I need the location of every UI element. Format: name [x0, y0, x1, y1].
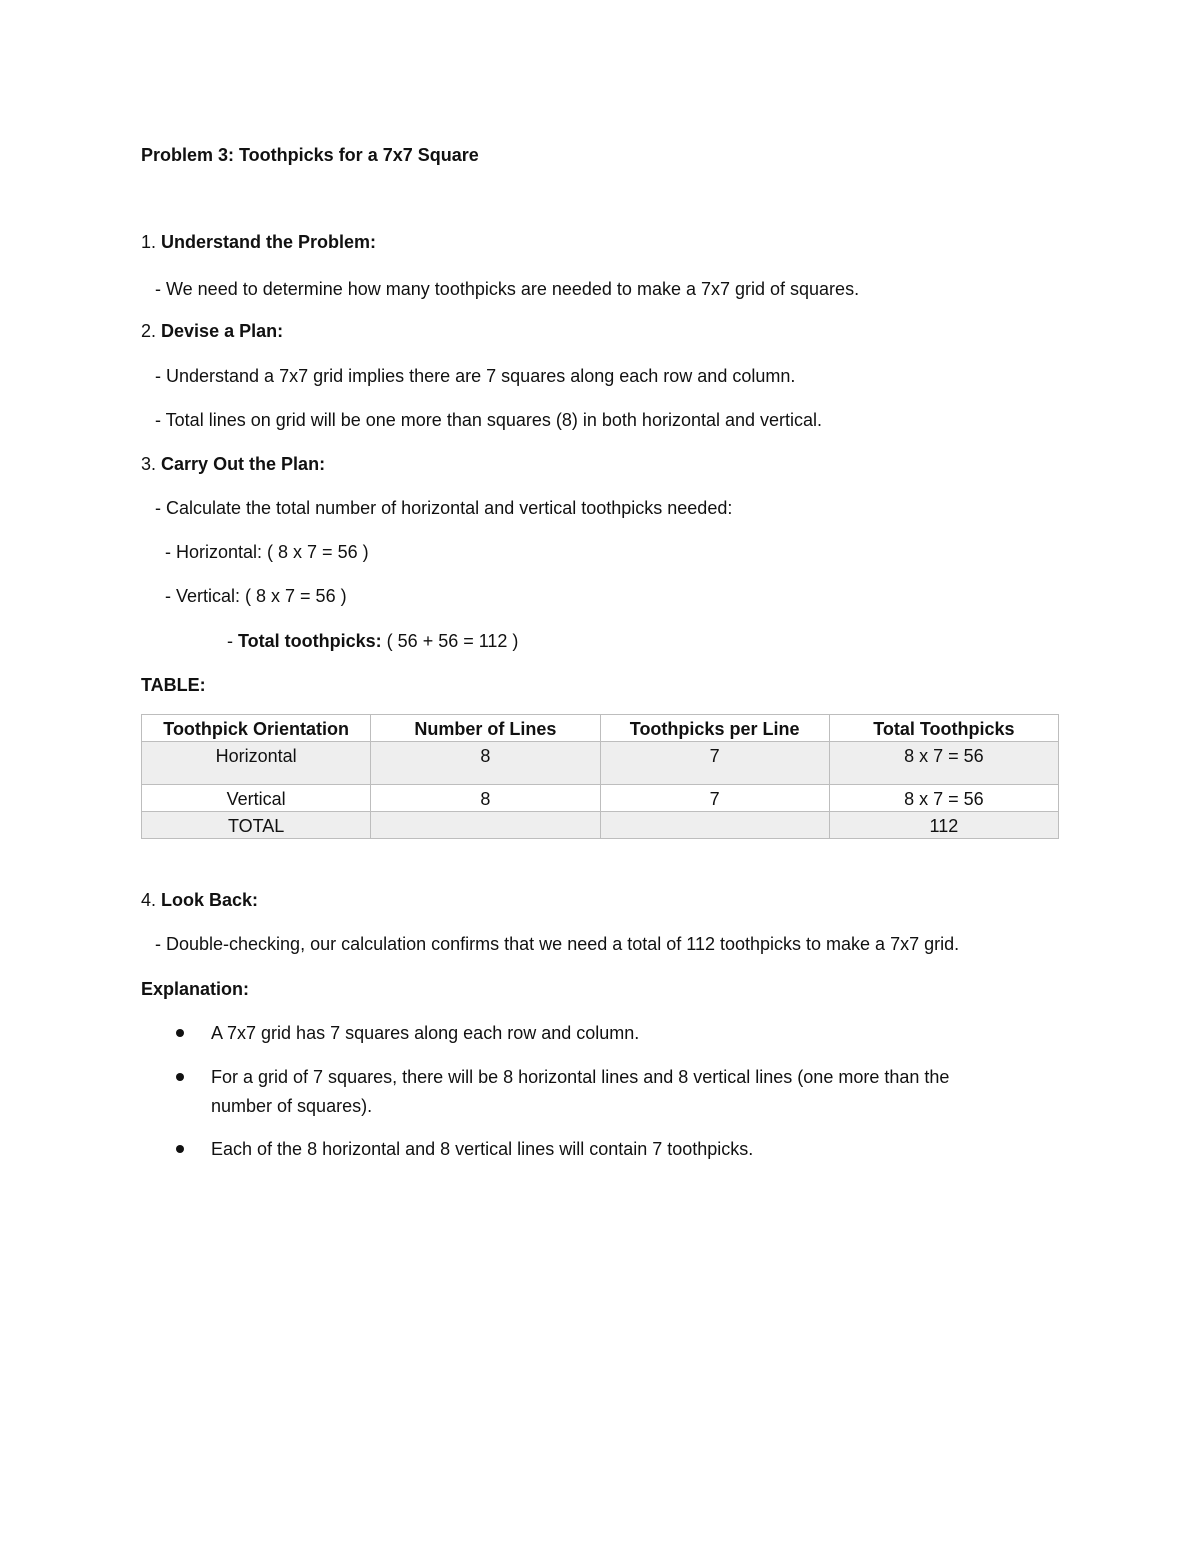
explanation-bullet-2-cont: number of squares).: [211, 1096, 373, 1116]
table-header-cell: Number of Lines: [371, 715, 600, 742]
bullet-icon: [176, 1073, 184, 1081]
step1-heading: Understand the Problem:: [161, 232, 377, 252]
step2-line-1: - Understand a 7x7 grid implies there are 7 squares along each row and column.: [155, 366, 796, 386]
step3-total-label: Total toothpicks:: [238, 631, 382, 651]
step1-number: 1.: [141, 232, 157, 252]
step2-line-2: - Total lines on grid will be one more than squares (8) in both horizontal and vertical.: [155, 410, 823, 430]
step2-heading-line: [141, 319, 283, 343]
step3-intro: - Calculate the total number of horizontal and vertical toothpicks needed:: [155, 498, 733, 518]
table-cell: Horizontal: [142, 742, 371, 785]
table-cell: 7: [600, 742, 829, 785]
step3-total-value: ( 56 + 56 = 112 ): [381, 631, 519, 651]
table-cell: 8 x 7 = 56: [829, 785, 1058, 812]
step3-number: 3.: [141, 454, 157, 474]
step3-heading: Carry Out the Plan:: [161, 454, 326, 474]
table-cell: TOTAL: [142, 812, 371, 839]
explanation-heading: Explanation:: [141, 979, 250, 999]
table-cell: 112: [829, 812, 1058, 839]
table-header-cell: Toothpicks per Line: [600, 715, 829, 742]
step2-heading: Devise a Plan:: [161, 321, 284, 341]
table-cell: 8: [371, 785, 600, 812]
toothpick-table: [141, 714, 1059, 839]
step4-heading-line: [141, 888, 258, 912]
step3-total-line: [227, 629, 518, 653]
table-header-cell: Total Toothpicks: [829, 715, 1058, 742]
table-cell: [371, 812, 600, 839]
step2-number: 2.: [141, 321, 157, 341]
table-cell: 8: [371, 742, 600, 785]
step4-number: 4.: [141, 890, 157, 910]
bullet-icon: [176, 1029, 184, 1037]
step3-total-prefix: -: [227, 631, 238, 651]
bullet-icon: [176, 1145, 184, 1153]
explanation-bullet-2: For a grid of 7 squares, there will be 8 horizontal lines and 8 vertical lines (one more than the: [211, 1067, 950, 1087]
step3-vertical: - Vertical: ( 8 x 7 = 56 ): [165, 586, 347, 606]
step3-horizontal: - Horizontal: ( 8 x 7 = 56 ): [165, 542, 369, 562]
table-total-row: [142, 812, 1059, 839]
step3-heading-line: [141, 452, 325, 476]
step4-heading: Look Back:: [161, 890, 259, 910]
table-cell: 7: [600, 785, 829, 812]
explanation-bullet-1: A 7x7 grid has 7 squares along each row and column.: [211, 1023, 640, 1043]
table-row: [142, 785, 1059, 812]
step1-line: - We need to determine how many toothpicks are needed to make a 7x7 grid of squares.: [155, 279, 860, 299]
step1-heading-line: [141, 230, 376, 254]
table-header-cell: Toothpick Orientation: [142, 715, 371, 742]
table-header-row: [142, 715, 1059, 742]
table-cell: 8 x 7 = 56: [829, 742, 1058, 785]
table-row: [142, 742, 1059, 785]
explanation-bullet-3: Each of the 8 horizontal and 8 vertical lines will contain 7 toothpicks.: [211, 1139, 754, 1159]
table-cell: [600, 812, 829, 839]
table-cell: Vertical: [142, 785, 371, 812]
page-title: Problem 3: Toothpicks for a 7x7 Square: [141, 145, 479, 165]
step4-line: - Double-checking, our calculation confirms that we need a total of 112 toothpicks to make a 7x7 grid.: [155, 934, 960, 954]
table-label: TABLE:: [141, 675, 206, 695]
